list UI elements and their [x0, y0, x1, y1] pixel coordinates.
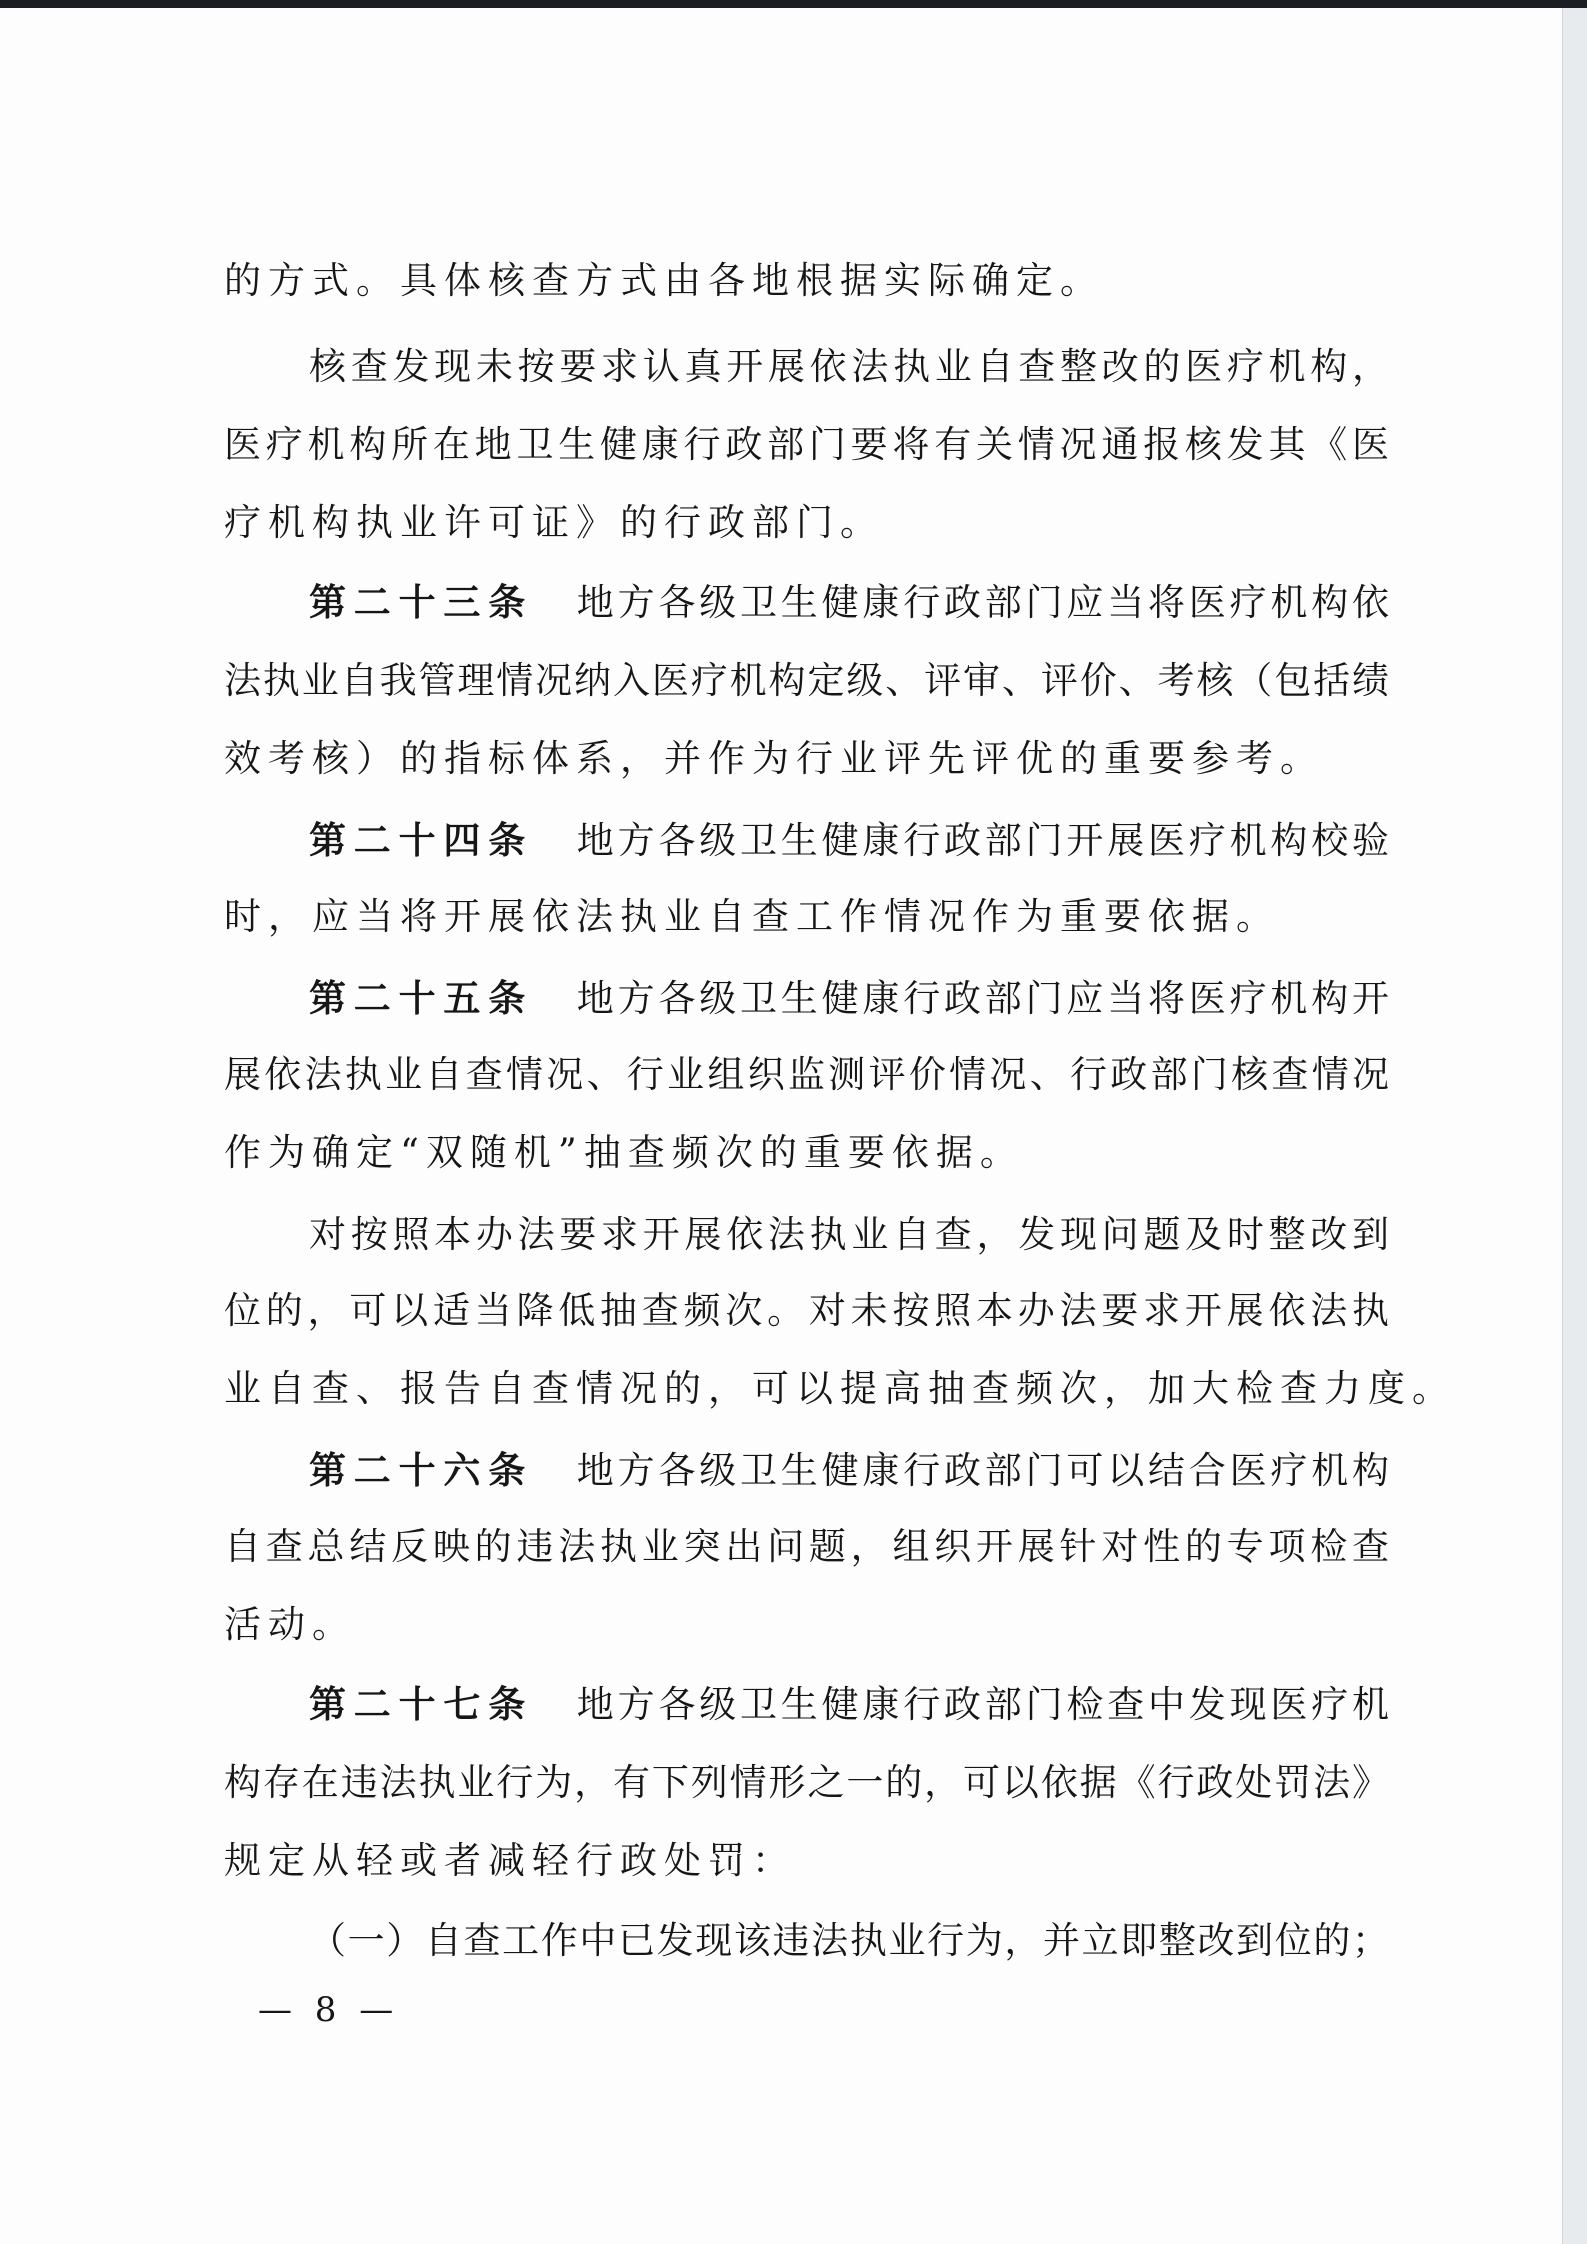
article-heading: 第二十四条 [309, 819, 533, 862]
article-27-line [309, 1675, 1389, 1735]
text-line: 作为确定“双随机”抽查频次的重要依据。 [224, 1131, 1024, 1174]
article-heading: 第二十七条 [309, 1683, 533, 1726]
text-run: 地方各级卫生健康行政部门开展医疗机构校验 [573, 819, 1389, 862]
text-line: 活动。 [224, 1603, 356, 1646]
text-line: 核查发现未按要求认真开展依法执业自查整改的医疗机构， [309, 345, 1389, 388]
text-line: 时，应当将开展依法执业自查工作情况作为重要依据。 [224, 895, 1280, 938]
article-heading: 第二十三条 [309, 581, 533, 624]
text-line: 疗机构执业许可证》的行政部门。 [224, 501, 884, 544]
article-23-line [309, 573, 1389, 633]
text-line: 业自查、报告自查情况的，可以提高抽查频次，加大检查力度。 [224, 1367, 1456, 1410]
text-line: 展依法执业自查情况、行业组织监测评价情况、行政部门核查情况 [224, 1053, 1389, 1096]
document-page [0, 8, 1562, 2244]
text-run: 地方各级卫生健康行政部门检查中发现医疗机 [573, 1683, 1389, 1726]
text-line: 的方式。具体核查方式由各地根据实际确定。 [224, 259, 1104, 302]
text-line: 规定从轻或者减轻行政处罚： [224, 1839, 796, 1882]
page-number: — 8 — [258, 1990, 400, 2030]
text-line: 法执业自我管理情况纳入医疗机构定级、评审、评价、考核（包括绩 [224, 659, 1389, 702]
text-run: 地方各级卫生健康行政部门应当将医疗机构依 [573, 581, 1389, 624]
text-line: 位的，可以适当降低抽查频次。对未按照本办法要求开展依法执 [224, 1289, 1389, 1332]
article-26-line [309, 1441, 1389, 1501]
scan-top-edge [0, 0, 1587, 8]
article-25-line [309, 969, 1389, 1029]
article-24-line [309, 811, 1389, 871]
text-line: 效考核）的指标体系，并作为行业评先评优的重要参考。 [224, 737, 1324, 780]
text-line: （一）自查工作中已发现该违法执业行为，并立即整改到位的； [309, 1919, 1389, 1962]
text-run: 地方各级卫生健康行政部门可以结合医疗机构 [573, 1449, 1389, 1492]
text-line: 构存在违法执业行为，有下列情形之一的，可以依据《行政处罚法》 [224, 1761, 1389, 1804]
article-heading: 第二十六条 [309, 1449, 533, 1492]
scan-right-edge [1562, 8, 1587, 2244]
text-line: 医疗机构所在地卫生健康行政部门要将有关情况通报核发其《医 [224, 423, 1389, 466]
text-line: 自查总结反映的违法执业突出问题，组织开展针对性的专项检查 [224, 1525, 1389, 1568]
article-heading: 第二十五条 [309, 977, 533, 1020]
text-run: 地方各级卫生健康行政部门应当将医疗机构开 [573, 977, 1389, 1020]
text-line: 对按照本办法要求开展依法执业自查，发现问题及时整改到 [309, 1213, 1389, 1256]
